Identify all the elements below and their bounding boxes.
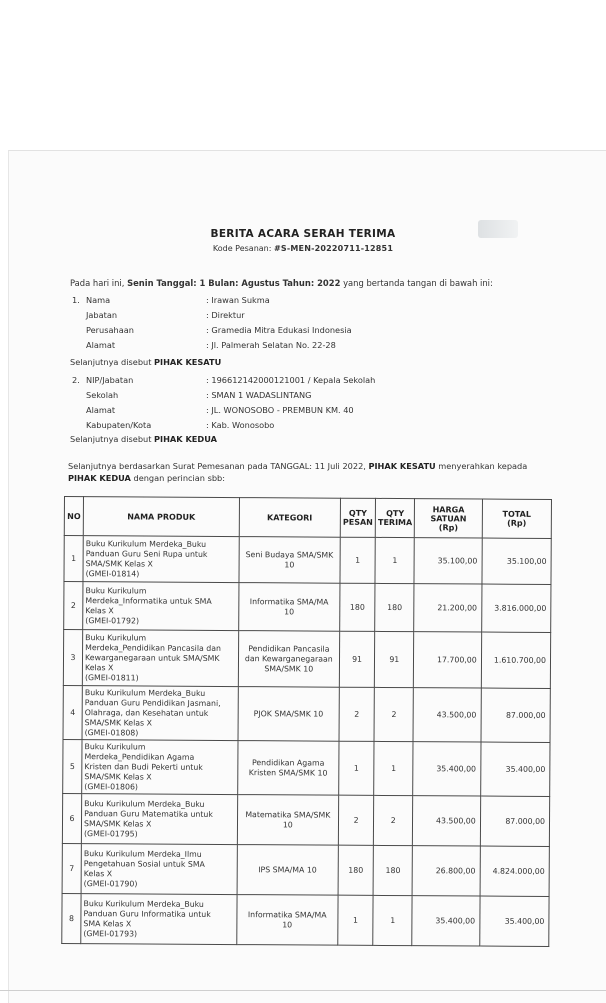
total-price: 87.000,00 [481, 688, 551, 742]
product-name-line: Buku Kurikulum [85, 585, 147, 596]
qty-ordered: 2 [338, 795, 373, 845]
handover-paragraph [68, 460, 527, 484]
qty-ordered: 180 [340, 583, 375, 631]
party-one-label: Nama [86, 295, 111, 305]
product-name [82, 630, 238, 687]
product-name [83, 582, 239, 631]
row-number: 1 [64, 536, 83, 582]
table-row [62, 793, 549, 846]
party-two-value: : 196612142000121001 / Kepala Sekolah [206, 375, 376, 385]
party-one-value: : Gramedia Mitra Edukasi Indonesia [206, 325, 352, 335]
header-total [482, 499, 552, 538]
product-name-line: (GMEI-01795) [83, 828, 138, 838]
product-name-line: Buku Kurikulum [85, 632, 147, 643]
product-name-line: SMA/SMK Kelas X [85, 558, 153, 569]
handover-text: Selanjutnya berdasarkan Surat Pemesanan pada TANGGAL: 11 Juli 2022, [68, 461, 369, 471]
category-line: Pendidikan Agama [251, 757, 325, 768]
qty-received: 1 [374, 741, 414, 795]
total-price: 35.400,00 [480, 742, 550, 796]
product-name-line: Panduan Guru Matematika untuk [84, 808, 213, 819]
category-line: 10 [282, 919, 293, 929]
category [238, 631, 340, 688]
product-name [81, 844, 237, 895]
designation-name: PIHAK KEDUA [154, 434, 217, 444]
product-name-line: Buku Kurikulum Merdeka_Buku [84, 798, 205, 809]
category-line: dan Kewarganegaraan [244, 653, 333, 664]
unit-price: 26.800,00 [413, 846, 481, 896]
qty-ordered: 1 [340, 537, 375, 583]
product-name-line: (GMEI-01814) [85, 568, 140, 578]
party-two-label: Sekolah [86, 390, 119, 400]
table-row [62, 843, 549, 896]
unit-price: 21.200,00 [414, 584, 482, 632]
qty-ordered: 180 [338, 845, 373, 895]
header-text: PESAN [342, 517, 373, 527]
category-line: SMA/SMK 10 [264, 663, 314, 674]
party-one-label: Alamat [86, 340, 116, 350]
category-line: Kristen SMA/SMK 10 [248, 767, 328, 778]
category [237, 795, 339, 846]
category-line: IPS SMA/MA 10 [258, 864, 317, 875]
party-one-value: : Direktur [206, 310, 245, 320]
handover-text: menyerahkan kepada [435, 461, 528, 471]
qty-ordered: 1 [339, 741, 374, 795]
designation-prefix: Selanjutnya disebut [70, 434, 155, 444]
page-edge-divider [0, 990, 606, 991]
product-name-line: Kristen dan Budi Pekerti untuk [84, 761, 203, 772]
product-name-line: Buku Kurikulum Merdeka_Ilmu [83, 848, 202, 859]
product-name-line: Buku Kurikulum Merdeka_Buku [84, 687, 206, 698]
product-name-line: (GMEI-01806) [84, 781, 139, 791]
product-name [82, 740, 238, 795]
header-text: HARGA [432, 504, 465, 514]
unit-price: 43.500,00 [413, 688, 481, 742]
product-name-line: Panduan Guru Pendidikan Jasmani, [84, 697, 221, 708]
row-number: 3 [63, 630, 82, 686]
qty-received: 91 [374, 631, 414, 687]
order-code [0, 244, 606, 253]
table-header-row [64, 497, 551, 539]
product-name-line: Merdeka_Pendidikan Agama [84, 751, 195, 762]
unit-price: 35.100,00 [414, 538, 482, 584]
row-number: 7 [62, 843, 81, 893]
product-name-line: Buku Kurikulum Merdeka_Buku [85, 538, 207, 549]
total-price: 1.610.700,00 [481, 632, 551, 688]
category [238, 583, 340, 632]
party-two-value: : JL. WONOSOBO - PREMBUN KM. 40 [206, 405, 354, 415]
intro-prefix: Pada hari ini, [70, 278, 128, 288]
party-two-number: 2. [72, 375, 80, 385]
party-two-label: Kabupaten/Kota [86, 420, 152, 430]
category-line: Seni Budaya SMA/SMK [245, 549, 334, 560]
header-text: TOTAL [502, 509, 531, 519]
table-row [63, 630, 550, 689]
party-one-label: Jabatan [86, 310, 118, 320]
category-line: Informatika SMA/MA [247, 909, 327, 920]
handover-line [68, 460, 527, 472]
designation-name: PIHAK KESATU [154, 357, 222, 367]
category [239, 537, 341, 584]
header-product: NAMA PRODUK [83, 497, 239, 537]
party-two-designation [70, 434, 217, 444]
party-two-value: : SMAN 1 WADASLINTANG [206, 390, 312, 400]
table-row [64, 582, 551, 633]
header-category: KATEGORI [239, 498, 341, 538]
unit-price: 35.400,00 [412, 896, 480, 946]
product-name-line: SMA/SMK Kelas X [84, 717, 152, 728]
product-name-line: (GMEI-01793) [83, 928, 138, 938]
items-table [61, 496, 552, 947]
party-one-label: Perusahaan [86, 325, 134, 335]
product-name [81, 894, 237, 945]
total-price: 3.816.000,00 [481, 584, 551, 632]
header-no: NO [64, 497, 83, 536]
category [237, 845, 339, 896]
product-name [81, 794, 237, 845]
unit-price: 35.400,00 [413, 742, 481, 796]
total-price: 35.100,00 [482, 538, 552, 584]
product-name-line: Pengetahuan Sosial untuk SMA [83, 858, 205, 869]
header-text: (Rp) [438, 522, 459, 532]
table-row [63, 739, 550, 796]
header-text: QTY [348, 508, 368, 518]
header-unit-price [415, 499, 482, 538]
category [237, 741, 339, 796]
qty-received: 180 [375, 583, 415, 631]
intro-date: Senin Tanggal: 1 Bulan: Agustus Tahun: 2022 [127, 278, 341, 288]
party-two-value: : Kab. Wonosobo [206, 420, 275, 430]
header-text: QTY [386, 508, 405, 519]
product-name-line: (GMEI-01811) [84, 672, 139, 682]
category-line: Informatika SMA/MA [249, 596, 329, 607]
category-line: Pendidikan Pancasila [248, 643, 330, 654]
product-name-line: Panduan Guru Informatika untuk [83, 908, 211, 919]
category-line: Matematika SMA/SMK [245, 809, 331, 820]
table-row [62, 893, 549, 946]
handover-line [68, 472, 527, 484]
unit-price: 17.700,00 [414, 632, 482, 688]
product-name-line: (GMEI-01790) [83, 878, 138, 888]
product-name-line: Buku Kurikulum [84, 741, 146, 752]
product-name-line: (GMEI-01808) [84, 727, 139, 737]
header-text: (Rp) [507, 518, 527, 528]
product-name-line: Panduan Guru Seni Rupa untuk [85, 548, 208, 559]
handover-text: dengan perincian sbb: [130, 473, 226, 483]
product-name-line: Kelas X [84, 662, 114, 672]
intro-line [70, 278, 493, 288]
qty-received: 1 [373, 895, 413, 945]
intro-suffix: yang bertanda tangan di bawah ini: [340, 278, 493, 288]
product-name-line: (GMEI-01792) [85, 615, 140, 625]
party-one-number: 1. [72, 295, 80, 305]
total-price: 35.400,00 [479, 896, 549, 946]
row-number: 4 [63, 685, 82, 739]
order-code-value: #S-MEN-20220711-12851 [273, 244, 394, 253]
product-name [82, 686, 238, 741]
qty-received: 1 [375, 537, 415, 583]
category-line: 10 [284, 559, 295, 569]
qty-ordered: 2 [339, 687, 374, 741]
qty-received: 2 [373, 795, 413, 845]
category-line: PJOK SMA/SMK 10 [253, 708, 324, 719]
category-line: 10 [284, 606, 295, 616]
category-line: 10 [282, 819, 293, 829]
party-one-value: : Jl. Palmerah Selatan No. 22-28 [206, 340, 336, 350]
product-name-line: Kelas X [83, 868, 113, 878]
row-number: 2 [64, 582, 83, 630]
table-row [64, 536, 551, 585]
row-number: 5 [63, 739, 82, 793]
product-name-line: SMA Kelas X [83, 918, 132, 928]
document-title: BERITA ACARA SERAH TERIMA [210, 228, 396, 240]
product-name [83, 536, 239, 583]
product-name-line: Merdeka_Informatika untuk SMA [85, 595, 212, 606]
header-qty-received [375, 498, 415, 537]
party-two-label: NIP/Jabatan [86, 375, 134, 385]
product-name-line: SMA/SMK Kelas X [84, 771, 152, 782]
header-qty-ordered [340, 498, 375, 537]
product-name-line: Kelas X [85, 605, 114, 615]
qty-ordered: 1 [338, 895, 373, 945]
row-number: 6 [62, 793, 81, 843]
product-name-line: Merdeka_Pendidikan Pancasila dan [85, 642, 221, 653]
handover-party: PIHAK KESATU [368, 461, 436, 471]
order-code-label: Kode Pesanan: [212, 244, 272, 253]
header-text: TERIMA [377, 517, 413, 528]
qty-ordered: 91 [339, 631, 374, 687]
party-two-label: Alamat [86, 405, 116, 415]
category [238, 687, 340, 742]
qty-received: 2 [374, 687, 414, 741]
party-one-designation [70, 357, 221, 367]
handover-party: PIHAK KEDUA [68, 473, 131, 483]
row-number: 8 [62, 893, 81, 943]
unit-price: 43.500,00 [413, 796, 481, 846]
product-name-line: Olahraga, dan Kesehatan untuk [84, 707, 209, 718]
table-row [63, 685, 550, 742]
designation-prefix: Selanjutnya disebut [70, 357, 155, 367]
party-one-value: : Irawan Sukma [206, 295, 270, 305]
product-name-line: Kewarganegaraan untuk SMA/SMK [85, 652, 220, 663]
qty-received: 180 [373, 845, 413, 895]
total-price: 87.000,00 [480, 796, 550, 846]
total-price: 4.824.000,00 [480, 846, 550, 896]
product-name-line: Buku Kurikulum Merdeka_Buku [83, 898, 204, 909]
category [236, 895, 338, 946]
product-name-line: SMA/SMK Kelas X [84, 818, 152, 829]
header-text: SATUAN [430, 513, 467, 523]
